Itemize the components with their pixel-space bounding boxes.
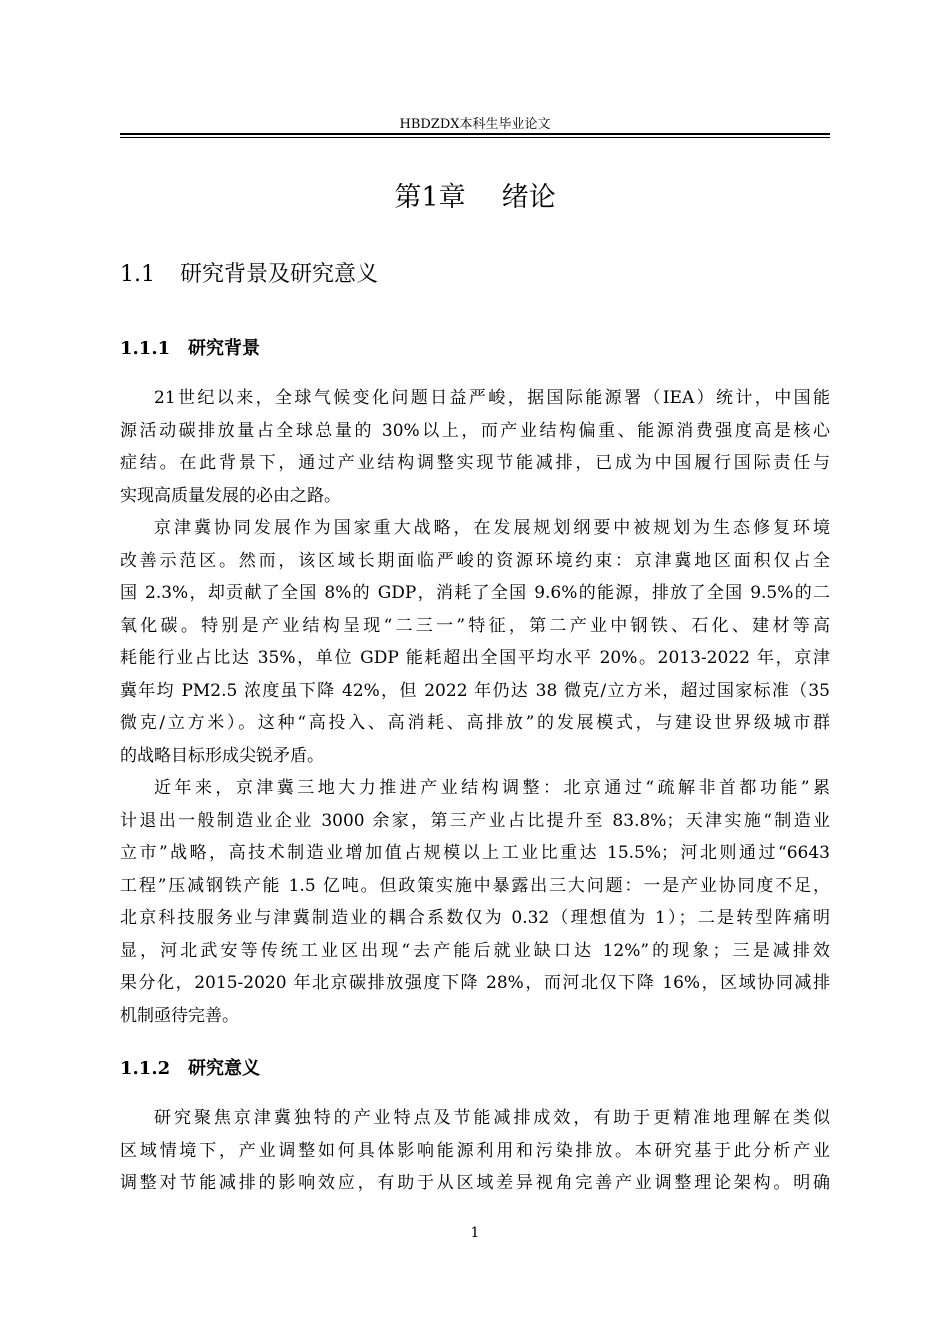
- text-line: 区域情境下，产业调整如何具体影响能源利用和污染排放。本研究基于此分析产业: [120, 1140, 830, 1161]
- text-line: 症结。在此背景下，通过产业结构调整实现节能减排，已成为中国履行国际责任与: [120, 453, 830, 473]
- text-line: 的战略目标形成尖锐矛盾。: [120, 745, 324, 766]
- text-line: 显，河北武安等传统工业区出现“去产能后就业缺口达 12%”的现象；三是减排效: [120, 940, 830, 961]
- text-line: 耗能行业占比达 35%，单位 GDP 能耗超出全国平均水平 20%。2013-2022 年，京津: [120, 648, 830, 668]
- section-heading: [120, 259, 830, 291]
- paragraph: [120, 1102, 830, 1200]
- subsection-heading-background: [120, 336, 830, 362]
- paragraph: [120, 512, 830, 772]
- text-line: 果分化，2015-2020 年北京碳排放强度下降 28%，而河北仅下降 16%，区域协同减排: [120, 973, 830, 993]
- section-number: 1.1: [120, 262, 155, 287]
- text-line: 工程”压减钢铁产能 1.5 亿吨。但政策实施中暴露出三大问题：一是产业协同度不足，: [120, 875, 830, 896]
- text-line: 氧化碳。特别是产业结构呈现“二三一”特征，第二产业中钢铁、石化、建材等高: [120, 615, 830, 636]
- section-title: 研究背景及研究意义: [180, 262, 379, 287]
- subsection-number: 1.1.1: [120, 338, 171, 359]
- text-line: 改善示范区。然而，该区域长期面临严峻的资源环境约束：京津冀地区面积仅占全: [120, 550, 830, 571]
- subsection-title: 研究意义: [188, 1058, 260, 1079]
- text-line: 实现高质量发展的必由之路。: [120, 485, 341, 506]
- text-line: 源活动碳排放量占全球总量的 30%以上，而产业结构偏重、能源消费强度高是核心: [120, 420, 830, 441]
- text-line: 近年来，京津冀三地大力推进产业结构调整：北京通过“疏解非首都功能”累: [154, 778, 830, 798]
- text-line: 微克/立方米）。这种“高投入、高消耗、高排放”的发展模式，与建设世界级城市群: [120, 713, 830, 733]
- text-line: 立市”战略，高技术制造业增加值占规模以上工业比重达 15.5%；河北则通过“6643: [120, 843, 830, 863]
- chapter-heading: [120, 180, 830, 216]
- subsection-heading-significance: [120, 1056, 830, 1082]
- chapter-title: 绪论: [501, 182, 556, 213]
- paragraph: [120, 382, 830, 512]
- header-rule-thick: [120, 133, 830, 135]
- text-line: 冀年均 PM2.5 浓度虽下降 42%，但 2022 年仍达 38 微克/立方米，超过国家标准（35: [120, 680, 830, 701]
- subsection-title: 研究背景: [188, 338, 260, 359]
- text-line: 研究聚焦京津冀独特的产业特点及节能减排成效，有助于更精准地理解在类似: [154, 1108, 830, 1128]
- text-line: 北京科技服务业与津冀制造业的耦合系数仅为 0.32（理想值为 1）；二是转型阵痛明: [120, 908, 830, 928]
- paragraph: [120, 772, 830, 1032]
- header-rule-thin: [120, 137, 830, 138]
- text-line: 京津冀协同发展作为国家重大战略，在发展规划纲要中被规划为生态修复环境: [154, 518, 830, 538]
- text-line: 调整对节能减排的影响效应，有助于从区域差异视角完善产业调整理论架构。明确: [120, 1173, 830, 1193]
- chapter-number: 第1章: [394, 182, 466, 213]
- text-line: 21世纪以来，全球气候变化问题日益严峻，据国际能源署（IEA）统计，中国能: [154, 388, 830, 408]
- text-line: 国 2.3%，却贡献了全国 8%的 GDP，消耗了全国 9.6%的能源，排放了全国 9.5%的二: [120, 583, 830, 603]
- running-header: HBDZDX本科生毕业论文: [399, 117, 551, 132]
- text-line: 机制亟待完善。: [120, 1005, 239, 1026]
- subsection-number: 1.1.2: [120, 1058, 171, 1079]
- page-number: 1: [470, 1225, 480, 1241]
- text-line: 计退出一般制造业企业 3000 余家，第三产业占比提升至 83.8%；天津实施“制造业: [120, 810, 830, 831]
